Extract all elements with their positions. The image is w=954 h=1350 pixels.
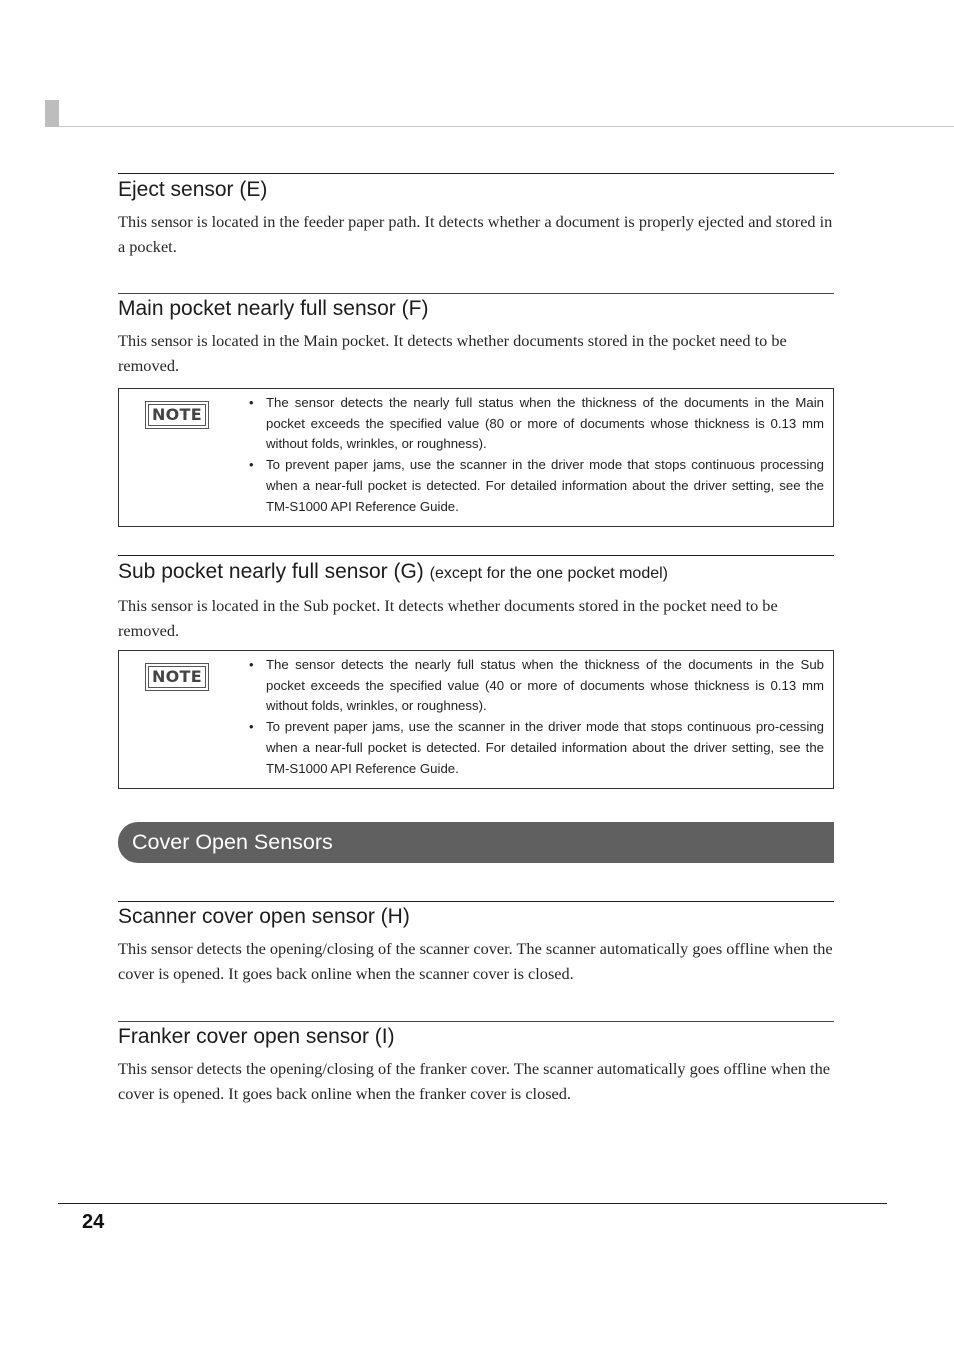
note-item: • The sensor detects the nearly full status when the thickness of the documents in the Main pocket exceeds the specified value (80 or more of documents whose thickness is 0.13 mm without folds, wrinkles, or roughness). [249,393,824,455]
section-main-pocket-sensor [118,293,834,378]
note-box-main-pocket [118,388,834,527]
note-list [249,393,824,517]
section-title-main: Sub pocket nearly full sensor (G) [118,560,424,583]
note-badge-label: NOTE [148,666,206,688]
section-rule [118,1021,834,1022]
chapter-banner [118,822,834,863]
section-body: This sensor detects the opening/closing of the scanner cover. The scanner automatically goes offline when the cover is opened. It goes back online when the scanner cover is closed. [118,939,833,983]
section-body: This sensor is located in the Sub pocket. It detects whether documents stored in the pocket need to be removed. [118,596,778,640]
note-list [249,655,824,779]
footer-rule [58,1203,887,1204]
section-body: This sensor detects the opening/closing of the franker cover. The scanner automatically goes offline when the cover is opened. It goes back online when the franker cover is closed. [118,1059,830,1103]
section-eject-sensor [118,173,834,259]
section-title: Scanner cover open sensor (H) [118,905,410,928]
section-body: This sensor is located in the feeder paper path. It detects whether a document is properly ejected and stored in a pocket. [118,212,833,256]
note-item: • To prevent paper jams, use the scanner in the driver mode that stops continuous processing when a near-full pocket is detected. For detailed information about the driver setting, see the TM-S1000 API Reference Guide. [249,455,824,517]
section-title: Main pocket nearly full sensor (F) [118,297,429,320]
note-item: • The sensor detects the nearly full status when the thickness of the documents in the Sub pocket exceeds the specified value (40 or more of documents whose thickness is 0.13 mm without folds, wrinkles, or roughness). [249,655,824,717]
note-icon [145,663,209,691]
section-title: Eject sensor (E) [118,178,268,201]
section-title: Franker cover open sensor (I) [118,1025,395,1048]
section-rule [118,293,834,294]
section-franker-cover-sensor [118,1021,834,1106]
section-rule [118,173,834,174]
header-rule [59,126,954,127]
section-scanner-cover-sensor [118,901,834,986]
section-title [118,559,834,587]
note-item: • To prevent paper jams, use the scanner in the driver mode that stops continuous pro-cessing when a near-full pocket is detected. For detailed information about the driver setting, see the TM-S1000 API Reference Guide. [249,717,824,779]
section-rule [118,555,834,556]
section-body: This sensor is located in the Main pocket. It detects whether documents stored in the pocket need to be removed. [118,331,787,375]
section-sub-pocket-sensor [118,555,834,643]
section-rule [118,901,834,902]
note-badge-label: NOTE [148,404,206,426]
page-number: 24 [82,1211,105,1233]
note-icon [145,401,209,429]
note-box-sub-pocket [118,650,834,789]
header-tab-marker [45,100,59,127]
chapter-banner-title: Cover Open Sensors [132,830,333,854]
section-title-suffix: (except for the one pocket model) [429,565,669,582]
